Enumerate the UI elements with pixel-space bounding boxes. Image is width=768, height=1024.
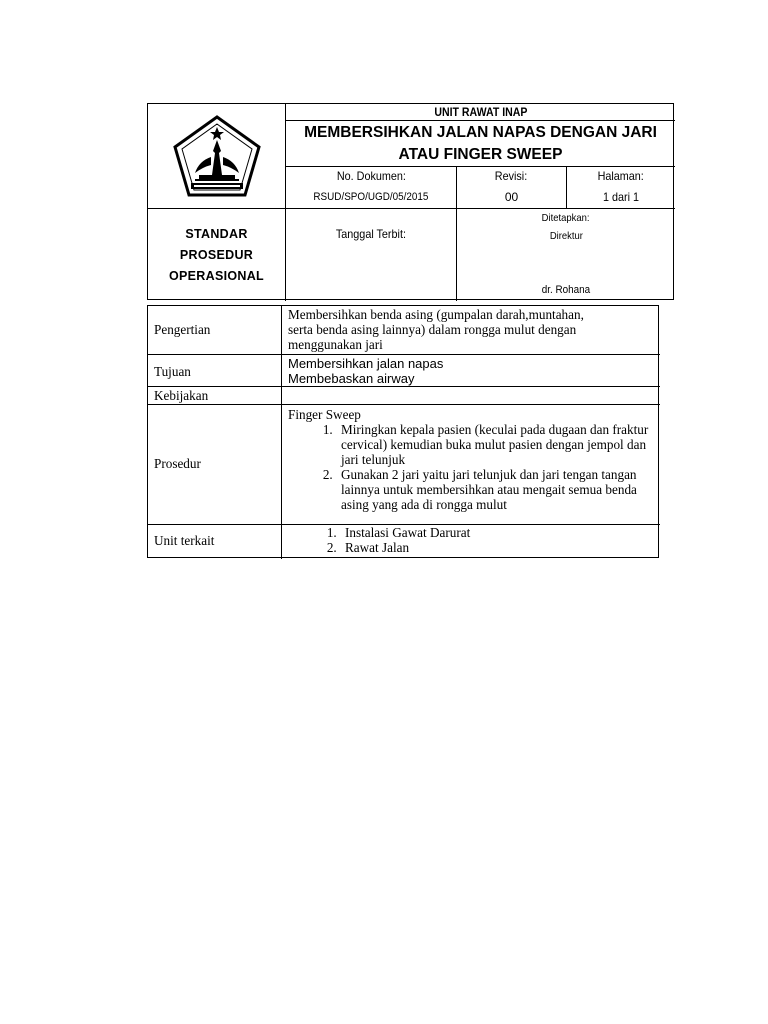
revisi-label: Revisi:	[495, 169, 528, 183]
halaman-label: Halaman:	[597, 169, 645, 183]
unit-title: UNIT RAWAT INAP	[433, 105, 528, 119]
signatory-name: dr. Rohana	[541, 284, 591, 296]
tujuan-text: Membersihkan jalan napas Membebaskan airway	[288, 356, 444, 386]
halaman-value: 1 dari 1	[602, 190, 640, 204]
unit-terkait-item: 2. Rawat Jalan	[340, 540, 654, 555]
pengertian-text: Membersihkan benda asing (gumpalan darah,muntahan, serta benda asing lainnya) dalam rongga mulut dengan menggunakan jari	[288, 307, 584, 352]
spo-title-line2: PROSEDUR	[179, 247, 254, 262]
spo-title	[148, 209, 285, 301]
document-title-line1: MEMBERSIHKAN JALAN NAPAS DENGAN JARI	[304, 123, 657, 141]
tujuan-label: Tujuan	[154, 364, 191, 379]
no-dokumen-value: RSUD/SPO/UGD/05/2015	[313, 191, 429, 203]
unit-terkait-text	[288, 525, 654, 555]
prosedur-steps	[288, 422, 654, 512]
prosedur-label: Prosedur	[154, 456, 201, 471]
tanggal-terbit-label: Tanggal Terbit:	[335, 227, 407, 241]
ditetapkan-label: Ditetapkan:	[542, 212, 590, 224]
unit-terkait-item: 1. Instalasi Gawat Darurat	[340, 525, 654, 540]
prosedur-heading: Finger Sweep	[288, 407, 361, 422]
no-dokumen-label: No. Dokumen:	[336, 169, 406, 183]
document-title	[286, 121, 675, 166]
unit-terkait-list	[288, 525, 654, 555]
prosedur-step: 2. Gunakan 2 jari yaitu jari telunjuk dan jari tengan tangan lainnya untuk membersihkan atau mengait semua benda asing yang ada di rongga mulut	[336, 467, 654, 512]
sop-header-table	[147, 103, 674, 300]
prosedur-step: 1. Miringkan kepala pasien (keculai pada dugaan dan fraktur cervical) kemudian buka mulut pasien dengan jempol dan jari telunjuk	[336, 422, 654, 467]
revisi-value: 00	[504, 190, 519, 204]
spo-title-line3: OPERASIONAL	[169, 268, 264, 283]
direktur-label: Direktur	[549, 230, 583, 242]
sop-content-table	[147, 305, 659, 558]
unit-terkait-label: Unit terkait	[154, 533, 215, 548]
kebijakan-label: Kebijakan	[154, 388, 209, 403]
prosedur-text	[288, 407, 654, 512]
logo-cell	[148, 104, 285, 208]
document-title-line2: ATAU FINGER SWEEP	[398, 145, 563, 163]
spo-title-line1: STANDAR	[185, 226, 248, 241]
regency-crest-emblem-icon	[171, 113, 263, 199]
pengertian-label: Pengertian	[154, 322, 211, 337]
